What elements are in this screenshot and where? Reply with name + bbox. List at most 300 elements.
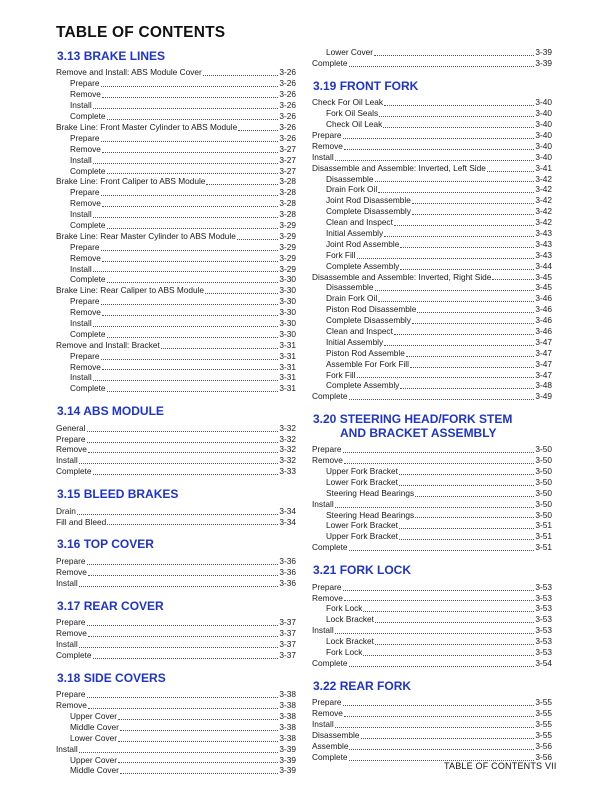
toc-entry-title: Disassemble (326, 173, 374, 184)
toc-entry-title: Clean and Inspect (326, 325, 393, 336)
dot-leader (400, 268, 534, 270)
toc-entry-page: 3-34 (279, 505, 296, 516)
toc-entry-page: 3-42 (535, 217, 552, 228)
dot-leader (87, 441, 279, 443)
toc-entry-title: Prepare (70, 296, 100, 307)
toc-entry-page: 3-44 (535, 260, 552, 271)
toc-entry-page: 3-31 (279, 361, 296, 372)
dot-leader (375, 180, 535, 182)
dot-leader (102, 205, 278, 207)
dot-leader (335, 632, 535, 634)
toc-entry-title: Clean and Inspect (326, 217, 393, 228)
toc-entry-title: Install (70, 154, 92, 165)
toc-entry[interactable] (312, 163, 552, 174)
toc-entry-page: 3-28 (279, 176, 296, 187)
toc-entry[interactable] (56, 68, 296, 79)
page-footer: TABLE OF CONTENTS VII (444, 761, 557, 771)
toc-entry[interactable] (56, 285, 296, 296)
toc-entry-page: 3-53 (535, 581, 552, 592)
toc-entry-title: Brake Line: Front Master Cylinder to ABS Module (56, 121, 238, 132)
toc-entry-title: Remove (70, 89, 101, 100)
toc-entry[interactable] (312, 625, 552, 636)
toc-entry-page: 3-38 (279, 710, 296, 721)
toc-entry-title: Upper Cover (70, 754, 118, 765)
toc-entry-title: Install (312, 498, 334, 509)
toc-entry[interactable] (312, 195, 552, 206)
dot-leader (93, 657, 279, 659)
dot-leader (349, 398, 535, 400)
section-heading (312, 680, 552, 694)
toc-entry[interactable] (312, 520, 552, 531)
toc-entry-title: Remove (312, 140, 343, 151)
toc-entry[interactable] (312, 47, 552, 58)
toc-entry[interactable] (312, 719, 552, 730)
toc-entry[interactable] (56, 466, 296, 477)
toc-entry[interactable] (56, 176, 296, 187)
section-heading (56, 405, 296, 419)
dot-leader (379, 115, 534, 117)
dot-leader (375, 643, 534, 645)
toc-entry-page: 3-46 (535, 325, 552, 336)
toc-entry-page: 3-29 (279, 252, 296, 263)
toc-entry-page: 3-46 (535, 304, 552, 315)
dot-leader (349, 748, 534, 750)
toc-entry-title: Complete (70, 219, 106, 230)
toc-entry-page: 3-36 (279, 566, 296, 577)
toc-entry[interactable] (56, 639, 296, 650)
toc-entry-title: Assemble (312, 740, 349, 751)
dot-leader (102, 368, 278, 370)
toc-entry-title: Complete (70, 383, 106, 394)
toc-entry[interactable] (56, 242, 296, 253)
dot-leader (384, 235, 534, 237)
dot-leader (383, 126, 534, 128)
toc-entry-page: 3-40 (535, 108, 552, 119)
toc-entry[interactable] (312, 380, 552, 391)
toc-entry-page: 3-51 (535, 531, 552, 542)
section-title: 3.18 SIDE COVERS (57, 670, 166, 685)
toc-entry-page: 3-50 (535, 498, 552, 509)
toc-entry-page: 3-51 (535, 520, 552, 531)
toc-entry[interactable] (312, 488, 552, 499)
toc-entry-title: Lock Bracket (326, 636, 374, 647)
dot-leader (349, 549, 535, 551)
toc-entry[interactable] (312, 184, 552, 195)
toc-entry[interactable] (56, 231, 296, 242)
toc-entry-page: 3-29 (279, 241, 296, 252)
dot-leader (203, 74, 279, 76)
toc-entry-title: Install (56, 638, 78, 649)
toc-entry[interactable] (56, 296, 296, 307)
toc-entry[interactable] (56, 329, 296, 340)
dot-leader (88, 574, 278, 576)
toc-entry-page: 3-42 (535, 184, 552, 195)
toc-entry-title: Remove (70, 361, 101, 372)
dot-leader (375, 289, 535, 291)
toc-entry-title: Prepare (56, 617, 86, 628)
toc-entry-title: Complete (70, 165, 106, 176)
toc-entry[interactable] (56, 628, 296, 639)
toc-entry[interactable] (56, 122, 296, 133)
toc-entry-title: Install (70, 100, 92, 111)
toc-entry-page: 3-46 (535, 315, 552, 326)
dot-leader (79, 751, 279, 753)
toc-entry[interactable] (56, 700, 296, 711)
toc-entry-title: Prepare (312, 129, 342, 140)
toc-entry[interactable] (56, 274, 296, 285)
toc-entry[interactable] (312, 261, 552, 272)
toc-entry[interactable] (56, 144, 296, 155)
toc-entry[interactable] (56, 423, 296, 434)
toc-entry[interactable] (56, 307, 296, 318)
toc-entry-page: 3-42 (535, 195, 552, 206)
toc-entry-page: 3-38 (279, 721, 296, 732)
toc-entry[interactable] (312, 315, 552, 326)
toc-entry[interactable] (56, 89, 296, 100)
toc-entry[interactable] (312, 250, 552, 261)
toc-entry[interactable] (312, 217, 552, 228)
toc-entry-title: Remove and Install: ABS Module Cover (56, 67, 202, 78)
toc-entry-title: Initial Assembly (326, 227, 384, 238)
dot-leader (349, 665, 535, 667)
toc-entry-title: Disassemble and Assemble: Inverted, Right Side (312, 271, 492, 282)
toc-entry-page: 3-38 (279, 689, 296, 700)
toc-entry-page: 3-26 (279, 78, 296, 89)
toc-entry-title: Lower Cover (70, 732, 118, 743)
toc-entry-page: 3-39 (279, 754, 296, 765)
toc-entry[interactable] (312, 658, 552, 669)
dot-leader (415, 495, 534, 497)
toc-entry[interactable] (56, 100, 296, 111)
toc-entry[interactable] (56, 506, 296, 517)
toc-entry[interactable] (312, 444, 552, 455)
toc-entry[interactable] (56, 650, 296, 661)
toc-entry-page: 3-32 (279, 455, 296, 466)
toc-entry[interactable] (56, 711, 296, 722)
toc-entry[interactable] (56, 689, 296, 700)
toc-entry-page: 3-30 (279, 274, 296, 285)
toc-entry[interactable] (312, 326, 552, 337)
toc-entry[interactable] (56, 133, 296, 144)
toc-entry[interactable] (56, 517, 296, 528)
dot-leader (399, 538, 534, 540)
dot-leader (107, 281, 279, 283)
toc-entry-page: 3-50 (535, 455, 552, 466)
dot-leader (343, 451, 535, 453)
toc-entry[interactable] (56, 209, 296, 220)
toc-entry-title: Install (70, 263, 92, 274)
dot-leader (375, 621, 534, 623)
toc-entry[interactable] (312, 697, 552, 708)
toc-entry[interactable] (312, 304, 552, 315)
dot-leader (400, 246, 534, 248)
dot-leader (406, 355, 535, 357)
dot-leader (344, 148, 534, 150)
dot-leader (107, 118, 279, 120)
toc-entry[interactable] (56, 578, 296, 589)
toc-entry-page: 3-29 (279, 230, 296, 241)
toc-entry[interactable] (312, 455, 552, 466)
toc-entry-title: Complete (70, 111, 106, 122)
toc-entry-title: Remove and Install: Bracket (56, 339, 160, 350)
toc-entry[interactable] (312, 531, 552, 542)
toc-entry[interactable] (56, 455, 296, 466)
toc-entry[interactable] (312, 293, 552, 304)
dot-leader (412, 213, 535, 215)
dot-leader (399, 484, 534, 486)
toc-entry-title: Drain Fork Oil (326, 293, 378, 304)
toc-entry[interactable] (56, 434, 296, 445)
dot-leader (378, 191, 534, 193)
toc-entry[interactable] (56, 220, 296, 231)
toc-entry[interactable] (312, 174, 552, 185)
toc-entry-page: 3-48 (535, 380, 552, 391)
toc-entry[interactable] (56, 556, 296, 567)
toc-entry-page: 3-56 (535, 751, 552, 762)
toc-entry-page: 3-31 (279, 372, 296, 383)
dot-leader (357, 376, 535, 378)
toc-entry[interactable] (56, 198, 296, 209)
toc-entry-page: 3-28 (279, 187, 296, 198)
toc-entry[interactable] (312, 542, 552, 553)
toc-entry[interactable] (312, 603, 552, 614)
toc-entry-page: 3-50 (535, 476, 552, 487)
section-title: 3.15 BLEED BRAKES (57, 487, 179, 502)
toc-entry[interactable] (312, 477, 552, 488)
toc-entry-page: 3-31 (279, 350, 296, 361)
toc-entry[interactable] (312, 708, 552, 719)
toc-entry[interactable] (312, 337, 552, 348)
dot-leader (378, 300, 534, 302)
toc-entry[interactable] (312, 730, 552, 741)
toc-entry[interactable] (312, 58, 552, 69)
toc-entry-title: Install (70, 209, 92, 220)
toc-entry[interactable] (56, 617, 296, 628)
toc-entry[interactable] (312, 510, 552, 521)
toc-entry[interactable] (312, 152, 552, 163)
section-title: 3.14 ABS MODULE (57, 404, 164, 419)
toc-entry-title: Install (312, 719, 334, 730)
toc-entry-page: 3-38 (279, 700, 296, 711)
dot-leader (361, 737, 535, 739)
dot-leader (102, 314, 278, 316)
toc-entry[interactable] (312, 228, 552, 239)
dot-leader (410, 366, 534, 368)
toc-entry-page: 3-43 (535, 238, 552, 249)
toc-entry-title: Remove (70, 307, 101, 318)
toc-entry[interactable] (312, 97, 552, 108)
toc-entry-title: Complete Assembly (326, 260, 400, 271)
toc-entry-title: General (56, 422, 86, 433)
toc-entry[interactable] (312, 359, 552, 370)
toc-entry-title: Prepare (70, 78, 100, 89)
dot-leader (101, 358, 279, 360)
dot-leader (357, 257, 535, 259)
toc-entry[interactable] (312, 239, 552, 250)
dot-leader (335, 506, 535, 508)
toc-entry-title: Complete (70, 328, 106, 339)
toc-entry-title: Remove (56, 566, 87, 577)
toc-entry-page: 3-53 (535, 646, 552, 657)
toc-entry-page: 3-27 (279, 154, 296, 165)
toc-entry[interactable] (56, 755, 296, 766)
toc-entry[interactable] (56, 351, 296, 362)
toc-entry-page: 3-26 (279, 89, 296, 100)
dot-leader (344, 715, 534, 717)
toc-entry[interactable] (56, 722, 296, 733)
toc-entry-page: 3-49 (535, 391, 552, 402)
dot-leader (399, 527, 534, 529)
toc-entry-page: 3-47 (535, 336, 552, 347)
toc-left-column (56, 47, 296, 776)
toc-entry-title: Prepare (56, 689, 86, 700)
toc-entry-page: 3-30 (279, 328, 296, 339)
toc-entry[interactable] (312, 593, 552, 604)
toc-entry-title: Install (56, 577, 78, 588)
dot-leader (79, 585, 279, 587)
toc-entry-page: 3-47 (535, 358, 552, 369)
toc-entry-page: 3-37 (279, 617, 296, 628)
toc-entry-page: 3-30 (279, 307, 296, 318)
dot-leader (107, 172, 279, 174)
dot-leader (101, 303, 279, 305)
toc-entry-page: 3-36 (279, 577, 296, 588)
dot-leader (118, 718, 278, 720)
section-heading (312, 564, 552, 578)
toc-entry[interactable] (56, 744, 296, 755)
toc-entry-title: Prepare (70, 350, 100, 361)
toc-entry[interactable] (56, 383, 296, 394)
toc-entry-page: 3-41 (535, 162, 552, 173)
toc-entry[interactable] (312, 108, 552, 119)
section-title: 3.21 FORK LOCK (313, 563, 412, 578)
toc-entry-page: 3-31 (279, 383, 296, 394)
dot-leader (344, 462, 534, 464)
toc-entry[interactable] (312, 130, 552, 141)
section-title: 3.19 FRONT FORK (313, 78, 419, 93)
dot-leader (101, 249, 279, 251)
toc-entry-title: Complete (312, 751, 348, 762)
toc-entry-page: 3-33 (279, 466, 296, 477)
toc-entry-title: Remove (70, 143, 101, 154)
toc-entry[interactable] (312, 499, 552, 510)
toc-entry-page: 3-40 (535, 129, 552, 140)
toc-entry[interactable] (312, 647, 552, 658)
toc-entry-page: 3-29 (279, 219, 296, 230)
dot-leader (417, 311, 534, 313)
dot-leader (344, 599, 534, 601)
dot-leader (107, 227, 279, 229)
toc-entry[interactable] (312, 614, 552, 625)
dot-leader (102, 151, 278, 153)
toc-entry[interactable] (56, 155, 296, 166)
toc-entry-page: 3-36 (279, 555, 296, 566)
toc-entry-title: Remove (56, 628, 87, 638)
toc-entry[interactable] (312, 370, 552, 381)
toc-entry[interactable] (56, 253, 296, 264)
toc-entry[interactable] (312, 466, 552, 477)
toc-entry-page: 3-45 (535, 282, 552, 293)
dot-leader (394, 333, 535, 335)
toc-entry[interactable] (56, 340, 296, 351)
toc-entry-title: Complete (312, 542, 348, 553)
toc-entry-page: 3-53 (535, 603, 552, 614)
toc-entry[interactable] (312, 206, 552, 217)
dot-leader (79, 462, 279, 464)
dot-leader (107, 336, 279, 338)
toc-entry[interactable] (312, 636, 552, 647)
dot-leader (335, 726, 535, 728)
toc-entry-title: Joint Rod Disassemble (326, 195, 411, 206)
toc-entry[interactable] (56, 187, 296, 198)
dot-leader (206, 183, 278, 185)
dot-leader (87, 696, 279, 698)
toc-entry-title: Install (56, 743, 78, 754)
toc-entry[interactable] (56, 111, 296, 122)
toc-entry-title: Install (312, 151, 334, 162)
dot-leader (102, 260, 278, 262)
toc-entry-page: 3-38 (279, 732, 296, 743)
toc-entry[interactable] (312, 119, 552, 130)
toc-entry-title: Prepare (56, 433, 86, 444)
dot-leader (412, 202, 535, 204)
dot-leader (120, 729, 279, 731)
toc-entry[interactable] (56, 166, 296, 177)
toc-entry-title: Fork Oil Seals (326, 108, 379, 119)
toc-entry[interactable] (56, 765, 296, 776)
toc-entry[interactable] (56, 372, 296, 383)
dot-leader (120, 772, 279, 774)
toc-entry[interactable] (312, 141, 552, 152)
dot-leader (363, 654, 534, 656)
toc-entry[interactable] (312, 272, 552, 283)
toc-entry-title: Middle Cover (70, 765, 119, 776)
dot-leader (118, 761, 278, 763)
toc-entry-page: 3-55 (535, 697, 552, 708)
toc-entry[interactable] (56, 733, 296, 744)
toc-entry-page: 3-53 (535, 614, 552, 625)
section-title: 3.16 TOP COVER (57, 537, 154, 552)
toc-entry[interactable] (312, 391, 552, 402)
toc-entry-page: 3-56 (535, 740, 552, 751)
toc-entry-title: Assemble For Fork Fill (326, 358, 409, 369)
section-heading (56, 600, 296, 614)
toc-entry-page: 3-28 (279, 198, 296, 209)
dot-leader (93, 379, 279, 381)
toc-entry-title: Steering Head Bearings (326, 487, 415, 498)
toc-entry-page: 3-26 (279, 111, 296, 122)
toc-entry[interactable] (56, 445, 296, 456)
toc-entry-title: Lower Cover (326, 47, 374, 57)
toc-entry-title: Remove (70, 252, 101, 263)
toc-entry[interactable] (312, 282, 552, 293)
toc-entry-title: Prepare (70, 187, 100, 198)
toc-entry-title: Check Oil Leak (326, 119, 383, 130)
toc-entry[interactable] (56, 318, 296, 329)
toc-entry[interactable] (56, 567, 296, 578)
dot-leader (161, 347, 279, 349)
toc-entry[interactable] (312, 348, 552, 359)
toc-entry-page: 3-30 (279, 285, 296, 296)
section-title: 3.22 REAR FORK (313, 678, 412, 693)
toc-entry[interactable] (56, 264, 296, 275)
toc-entry[interactable] (312, 741, 552, 752)
toc-entry[interactable] (56, 78, 296, 89)
toc-entry[interactable] (56, 362, 296, 373)
section-title-line2: AND BRACKET ASSEMBLY (340, 425, 497, 440)
toc-entry[interactable] (312, 582, 552, 593)
toc-entry-page: 3-42 (535, 173, 552, 184)
